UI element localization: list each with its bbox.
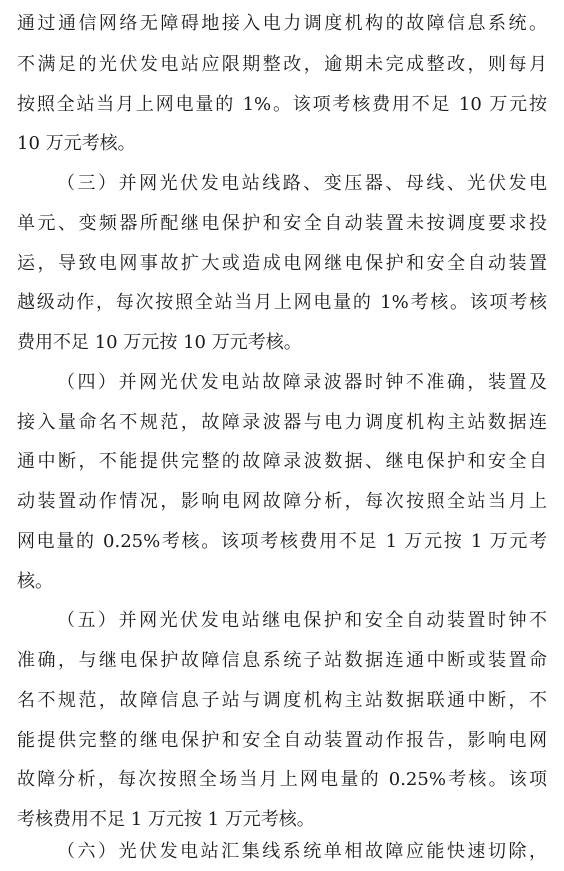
paragraph-6-first-line: （六）光伏发电站汇集线系统单相故障应能快速切除， bbox=[57, 841, 547, 862]
text-line: 核。 bbox=[17, 571, 53, 592]
text-line: 能提供完整的继电保护和安全自动装置动作报告，影响电网 bbox=[17, 730, 547, 751]
text-line: 单元、变频器所配继电保护和安全自动装置未按调度要求投 bbox=[17, 213, 547, 234]
text-line: 考核费用不足 1 万元按 1 万元考核。 bbox=[17, 809, 315, 830]
text-line: 网电量的 0.25%考核。该项考核费用不足 1 万元按 1 万元考 bbox=[17, 531, 547, 552]
paragraph-5-first-line: （五）并网光伏发电站继电保护和安全自动装置时钟不 bbox=[57, 610, 547, 631]
text-line: 动装置动作情况，影响电网故障分析，每次按照全站当月上 bbox=[17, 491, 547, 512]
text-line: 名不规范，故障信息子站与调度机构主站数据联通中断，不 bbox=[17, 690, 547, 711]
paragraph-4-first-line: （四）并网光伏发电站故障录波器时钟不准确，装置及 bbox=[57, 372, 547, 393]
text-line: 不满足的光伏发电站应限期整改，逾期未完成整改，则每月 bbox=[17, 54, 547, 75]
text-line: 接入量命名不规范，故障录波器与电力调度机构主站数据连 bbox=[17, 412, 547, 433]
text-line: 准确，与继电保护故障信息系统子站数据连通中断或装置命 bbox=[17, 650, 547, 671]
text-line: 越级动作，每次按照全站当月上网电量的 1%考核。该项考核 bbox=[17, 292, 547, 313]
text-line: 故障分析，每次按照全场当月上网电量的 0.25%考核。该项 bbox=[17, 769, 547, 790]
text-line: 费用不足 10 万元按 10 万元考核。 bbox=[17, 332, 302, 353]
text-line: 通过通信网络无障碍地接入电力调度机构的故障信息系统。 bbox=[17, 13, 547, 34]
text-line: 运，导致电网事故扩大或造成电网继电保护和安全自动装置 bbox=[17, 253, 547, 274]
text-line: 通中断，不能提供完整的故障录波数据、继电保护和安全自 bbox=[17, 451, 547, 472]
text-line: 按照全站当月上网电量的 1%。该项考核费用不足 10 万元按 bbox=[17, 94, 547, 115]
paragraph-3-first-line: （三）并网光伏发电站线路、变压器、母线、光伏发电 bbox=[57, 173, 547, 194]
text-line: 10 万元考核。 bbox=[17, 133, 136, 154]
